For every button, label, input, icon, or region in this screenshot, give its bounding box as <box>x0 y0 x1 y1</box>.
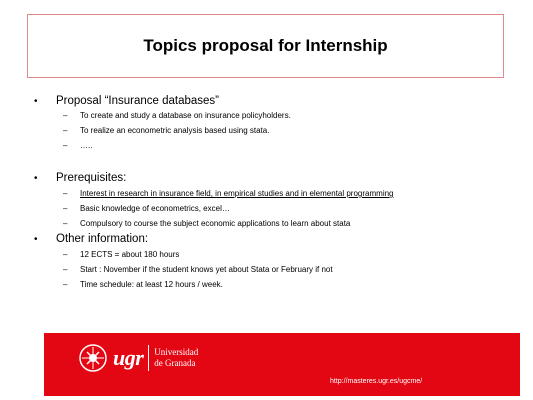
slide-title: Topics proposal for Internship <box>143 36 388 55</box>
title-box <box>27 14 504 78</box>
footer-url[interactable]: http://masteres.ugr.es/ugcme/ <box>330 378 423 385</box>
bullet-other-information <box>34 233 504 245</box>
university-name <box>154 347 198 369</box>
sub-item <box>63 204 504 213</box>
bullet-icon: • <box>34 96 38 107</box>
dash-icon: – <box>63 126 68 135</box>
university-name-line1: Universidad <box>154 347 199 357</box>
dash-icon: – <box>63 189 68 198</box>
dash-icon: – <box>63 250 68 259</box>
bullet-proposal <box>34 95 504 107</box>
university-logo <box>78 343 198 373</box>
bullet-heading: Prerequisites: <box>56 172 127 184</box>
sub-item <box>63 265 504 274</box>
slide-content <box>34 95 504 289</box>
sub-item <box>63 250 504 259</box>
dash-icon: – <box>63 204 68 213</box>
sub-item-text: Time schedule: at least 12 hours / week. <box>80 280 223 289</box>
bullet-icon: • <box>34 234 38 245</box>
bullet-heading: Other information: <box>56 233 149 245</box>
sub-item-text: Interest in research in insurance field, in empirical studies and in elemental programming <box>80 189 394 198</box>
bullet-icon: • <box>34 173 38 184</box>
sub-item <box>63 189 504 198</box>
dash-icon: – <box>63 280 68 289</box>
dash-icon: – <box>63 141 68 150</box>
sub-item <box>63 141 504 150</box>
university-name-line2: de Granada <box>154 358 196 368</box>
sub-item-text: ….. <box>80 141 93 150</box>
dash-icon: – <box>63 111 68 120</box>
sub-item-text: Basic knowledge of econometrics, excel… <box>80 204 230 213</box>
sub-item-text: To realize an econometric analysis based using stata. <box>80 126 270 135</box>
bullet-prerequisites <box>34 172 504 184</box>
sub-item-text: 12 ECTS = about 180 hours <box>80 250 180 259</box>
sub-item-text: Compulsory to course the subject economic applications to learn about stata <box>80 219 351 228</box>
sub-item-text: To create and study a database on insurance policyholders. <box>80 111 291 120</box>
bullet-heading: Proposal “Insurance databases” <box>56 95 220 107</box>
sub-item <box>63 111 504 120</box>
logo-text: ugr <box>113 345 144 370</box>
logo-divider <box>148 345 149 371</box>
sub-item <box>63 126 504 135</box>
sub-item-text: Start : November if the student knows yet about Stata or February if not <box>80 265 333 274</box>
dash-icon: – <box>63 265 68 274</box>
footer-banner <box>44 333 520 396</box>
dash-icon: – <box>63 219 68 228</box>
coat-of-arms-icon <box>78 343 108 373</box>
sub-item <box>63 280 504 289</box>
sub-item <box>63 219 504 228</box>
